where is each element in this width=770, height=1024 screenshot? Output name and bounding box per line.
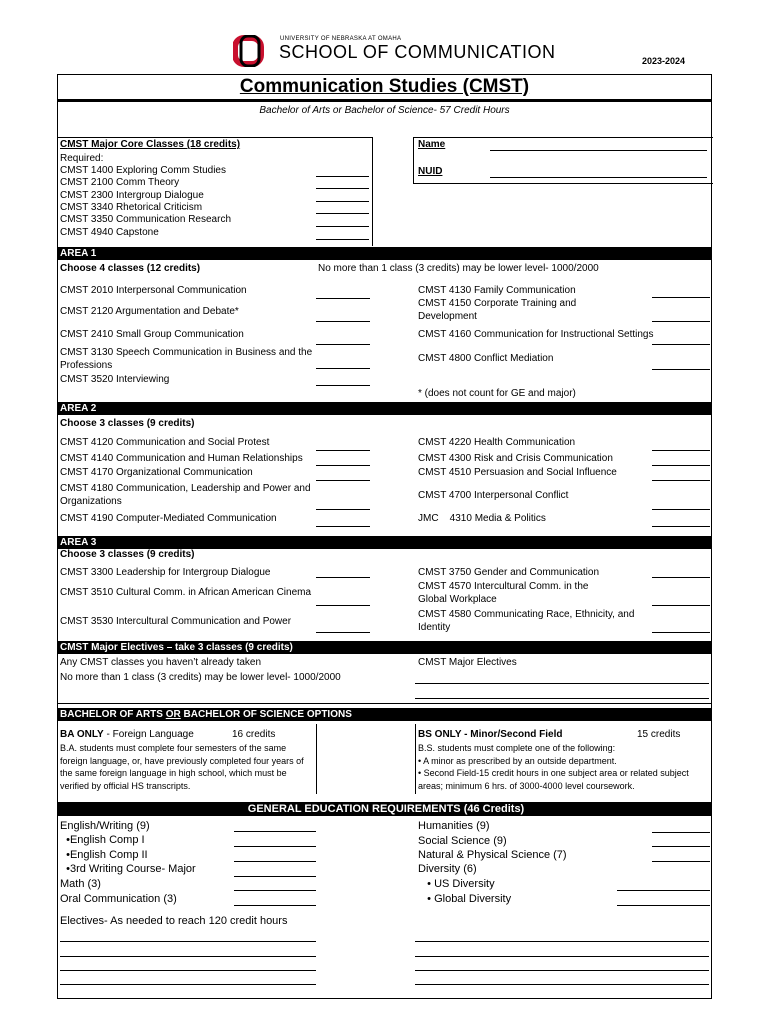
area2-course: CMST 4120 Communication and Social Protest bbox=[60, 437, 270, 448]
area2-grade-line[interactable] bbox=[652, 480, 710, 481]
gened-line[interactable] bbox=[234, 846, 316, 847]
options-heading bbox=[57, 708, 712, 721]
core-grade-line[interactable] bbox=[316, 239, 369, 240]
area1-footnote: * (does not count for GE and major) bbox=[418, 388, 576, 399]
gened-item: Humanities (9) bbox=[418, 820, 490, 832]
gened-line[interactable] bbox=[652, 832, 710, 833]
nuid-field[interactable] bbox=[490, 177, 707, 178]
bs-credits: 15 credits bbox=[637, 729, 681, 740]
electives-label: CMST Major Electives bbox=[418, 657, 517, 668]
area2-grade-line[interactable] bbox=[652, 509, 710, 510]
area2-grade-line[interactable] bbox=[316, 465, 370, 466]
elective-hours-line[interactable] bbox=[415, 956, 709, 957]
core-grade-line[interactable] bbox=[316, 213, 369, 214]
area1-course: CMST 2410 Small Group Communication bbox=[60, 329, 244, 340]
area3-course: CMST 3750 Gender and Communication bbox=[418, 567, 600, 578]
area2-course: CMST 4140 Communication and Human Relationships bbox=[60, 453, 303, 464]
ba-title-label: BA ONLY bbox=[60, 729, 104, 740]
area3-choose: Choose 3 classes (9 credits) bbox=[60, 549, 195, 560]
area1-grade-line[interactable] bbox=[316, 385, 370, 386]
gened-item: Social Science (9) bbox=[418, 835, 507, 847]
area1-grade-line[interactable] bbox=[316, 321, 370, 322]
elective-hours-line[interactable] bbox=[60, 941, 316, 942]
area3-course: CMST 3510 Cultural Comm. in African American Cinema bbox=[60, 587, 312, 598]
bs-title: BS ONLY - Minor/Second Field bbox=[418, 729, 563, 740]
elective-hours-line[interactable] bbox=[60, 956, 316, 957]
area1-course: CMST 3520 Interviewing bbox=[60, 374, 170, 385]
area1-heading: AREA 1 bbox=[57, 247, 712, 260]
gened-line[interactable] bbox=[234, 861, 316, 862]
core-course: CMST 2300 Intergroup Dialogue bbox=[60, 190, 204, 201]
elective-hours-line[interactable] bbox=[415, 984, 709, 985]
area2-course: CMST 4510 Persuasion and Social Influence bbox=[418, 467, 617, 478]
area1-course: CMST 4150 Corporate Training and Development bbox=[418, 298, 577, 322]
gened-electives: Electives- As needed to reach 120 credit hours bbox=[60, 915, 288, 927]
bs-description: • A minor as prescribed by an outside department. bbox=[418, 756, 617, 766]
gened-line[interactable] bbox=[234, 890, 316, 891]
electives-heading: CMST Major Electives – take 3 classes (9 credits) bbox=[57, 641, 712, 654]
ba-title bbox=[60, 729, 194, 742]
ba-description: B.A. students must complete four semesters of the same foreign language, or, have previously completed four years of the same foreign language in high school, which must be verified by official HS transcripts. bbox=[60, 743, 304, 791]
area2-course: CMST 4700 Interpersonal Conflict bbox=[418, 490, 569, 501]
options-heading-or: OR bbox=[165, 709, 181, 720]
gened-item: • US Diversity bbox=[418, 878, 495, 890]
area1-grade-line[interactable] bbox=[316, 298, 370, 299]
gened-item: •English Comp I bbox=[60, 834, 145, 846]
gened-item: •English Comp II bbox=[60, 849, 148, 861]
elective-hours-line[interactable] bbox=[60, 984, 316, 985]
core-grade-line[interactable] bbox=[316, 201, 369, 202]
core-course: CMST 1400 Exploring Comm Studies bbox=[60, 165, 226, 176]
area1-grade-line[interactable] bbox=[652, 344, 710, 345]
electives-text: No more than 1 class (3 credits) may be lower level- 1000/2000 bbox=[60, 672, 341, 683]
elective-line[interactable] bbox=[57, 703, 712, 704]
bs-description: • Second Field-15 credit hours in one subject area or related subject areas; minimum 6 hrs. of 3000-4000 level coursework. bbox=[418, 768, 689, 791]
area3-heading: AREA 3 bbox=[57, 536, 712, 549]
area1-grade-line[interactable] bbox=[652, 297, 710, 298]
area2-course: CMST 4300 Risk and Crisis Communication bbox=[418, 453, 613, 464]
area2-grade-line[interactable] bbox=[316, 480, 370, 481]
gened-item: Oral Communication (3) bbox=[60, 893, 177, 905]
area2-course: CMST 4180 Communication, Leadership and Power and Organizations bbox=[60, 483, 311, 507]
gened-line[interactable] bbox=[234, 876, 316, 877]
bs-description: B.S. students must complete one of the following: bbox=[418, 743, 616, 753]
area1-grade-line[interactable] bbox=[652, 321, 710, 322]
area2-heading: AREA 2 bbox=[57, 402, 712, 415]
area2-course: CMST 4220 Health Communication bbox=[418, 437, 576, 448]
nuid-label: NUID bbox=[418, 166, 443, 177]
name-field[interactable] bbox=[490, 150, 707, 151]
gened-heading: GENERAL EDUCATION REQUIREMENTS (46 Credits) bbox=[57, 802, 712, 816]
core-grade-line[interactable] bbox=[316, 226, 369, 227]
area1-grade-line[interactable] bbox=[316, 368, 370, 369]
area3-grade-line[interactable] bbox=[652, 605, 710, 606]
options-heading-b: BACHELOR OF SCIENCE OPTIONS bbox=[180, 709, 352, 720]
gened-line[interactable] bbox=[652, 861, 710, 862]
area2-course: CMST 4170 Organizational Communication bbox=[60, 467, 253, 478]
area1-course: CMST 4800 Conflict Mediation bbox=[418, 353, 554, 364]
area1-course: CMST 2120 Argumentation and Debate* bbox=[60, 306, 239, 317]
core-grade-line[interactable] bbox=[316, 176, 369, 177]
area2-grade-line[interactable] bbox=[652, 465, 710, 466]
page-title: Communication Studies (CMST) bbox=[239, 76, 530, 97]
gened-item: • Global Diversity bbox=[418, 893, 512, 905]
area2-grade-line[interactable] bbox=[316, 450, 370, 451]
elective-hours-line[interactable] bbox=[415, 941, 709, 942]
page-subtitle: Bachelor of Arts or Bachelor of Science- 57 Credit Hours bbox=[259, 105, 510, 116]
area3-grade-line[interactable] bbox=[652, 632, 710, 633]
area2-grade-line[interactable] bbox=[652, 450, 710, 451]
area2-grade-line[interactable] bbox=[316, 509, 370, 510]
electives-text: Any CMST classes you haven’t already taken bbox=[60, 657, 262, 668]
gened-item: Math (3) bbox=[60, 878, 101, 890]
ba-title-sub: - Foreign Language bbox=[103, 729, 194, 740]
university-name: UNIVERSITY OF NEBRASKA AT OMAHA bbox=[280, 36, 402, 42]
gened-item: Natural & Physical Science (7) bbox=[418, 849, 567, 861]
elective-line[interactable] bbox=[415, 683, 709, 684]
gened-line[interactable] bbox=[234, 831, 316, 832]
ba-credits: 16 credits bbox=[232, 729, 276, 740]
area1-course: CMST 3130 Speech Communication in Business and the Professions bbox=[60, 347, 313, 371]
area3-grade-line[interactable] bbox=[316, 577, 370, 578]
area1-grade-line[interactable] bbox=[316, 344, 370, 345]
area1-course: CMST 4130 Family Communication bbox=[418, 285, 576, 296]
elective-hours-line[interactable] bbox=[60, 970, 316, 971]
gened-line[interactable] bbox=[617, 905, 710, 906]
gened-item: •3rd Writing Course- Major bbox=[60, 863, 196, 875]
elective-hours-line[interactable] bbox=[415, 970, 709, 971]
core-course: CMST 4940 Capstone bbox=[60, 227, 159, 238]
area2-course: CMST 4190 Computer-Mediated Communication bbox=[60, 513, 277, 524]
area2-course: JMC 4310 Media & Politics bbox=[418, 513, 546, 524]
area3-course: CMST 4570 Intercultural Comm. in the Global Workplace bbox=[418, 581, 589, 605]
options-heading-a: BACHELOR OF ARTS bbox=[60, 709, 166, 720]
name-label: Name bbox=[418, 139, 446, 150]
area3-grade-line[interactable] bbox=[316, 632, 370, 633]
area1-choose: Choose 4 classes (12 credits) bbox=[60, 263, 201, 274]
area3-course: CMST 3530 Intercultural Communication and Power bbox=[60, 616, 292, 627]
area2-grade-line[interactable] bbox=[316, 526, 370, 527]
area3-course: CMST 4580 Communicating Race, Ethnicity, and Identity bbox=[418, 609, 635, 633]
area3-grade-line[interactable] bbox=[652, 577, 710, 578]
area2-grade-line[interactable] bbox=[652, 526, 710, 527]
area3-grade-line[interactable] bbox=[316, 605, 370, 606]
university-logo bbox=[233, 35, 269, 67]
core-heading: CMST Major Core Classes (18 credits) bbox=[60, 139, 241, 150]
core-course: CMST 3340 Rhetorical Criticism bbox=[60, 202, 203, 213]
gened-item: English/Writing (9) bbox=[60, 820, 150, 832]
area2-choose: Choose 3 classes (9 credits) bbox=[60, 418, 195, 429]
school-name: SCHOOL OF COMMUNICATION bbox=[279, 42, 556, 62]
gened-line[interactable] bbox=[234, 905, 316, 906]
area1-grade-line[interactable] bbox=[652, 369, 710, 370]
gened-item: Diversity (6) bbox=[418, 863, 477, 875]
area1-note: No more than 1 class (3 credits) may be lower level- 1000/2000 bbox=[318, 263, 599, 274]
core-required-label: Required: bbox=[60, 153, 104, 164]
core-course: CMST 2100 Comm Theory bbox=[60, 177, 180, 188]
area1-course: CMST 4160 Communication for Instructional Settings bbox=[418, 329, 654, 340]
core-grade-line[interactable] bbox=[316, 188, 369, 189]
area1-course: CMST 2010 Interpersonal Communication bbox=[60, 285, 247, 296]
academic-year: 2023-2024 bbox=[642, 56, 686, 66]
title-divider bbox=[57, 99, 712, 102]
gened-line[interactable] bbox=[617, 890, 710, 891]
core-course: CMST 3350 Communication Research bbox=[60, 214, 232, 225]
area3-course: CMST 3300 Leadership for Intergroup Dialogue bbox=[60, 567, 271, 578]
elective-line[interactable] bbox=[415, 698, 709, 699]
gened-line[interactable] bbox=[652, 846, 710, 847]
